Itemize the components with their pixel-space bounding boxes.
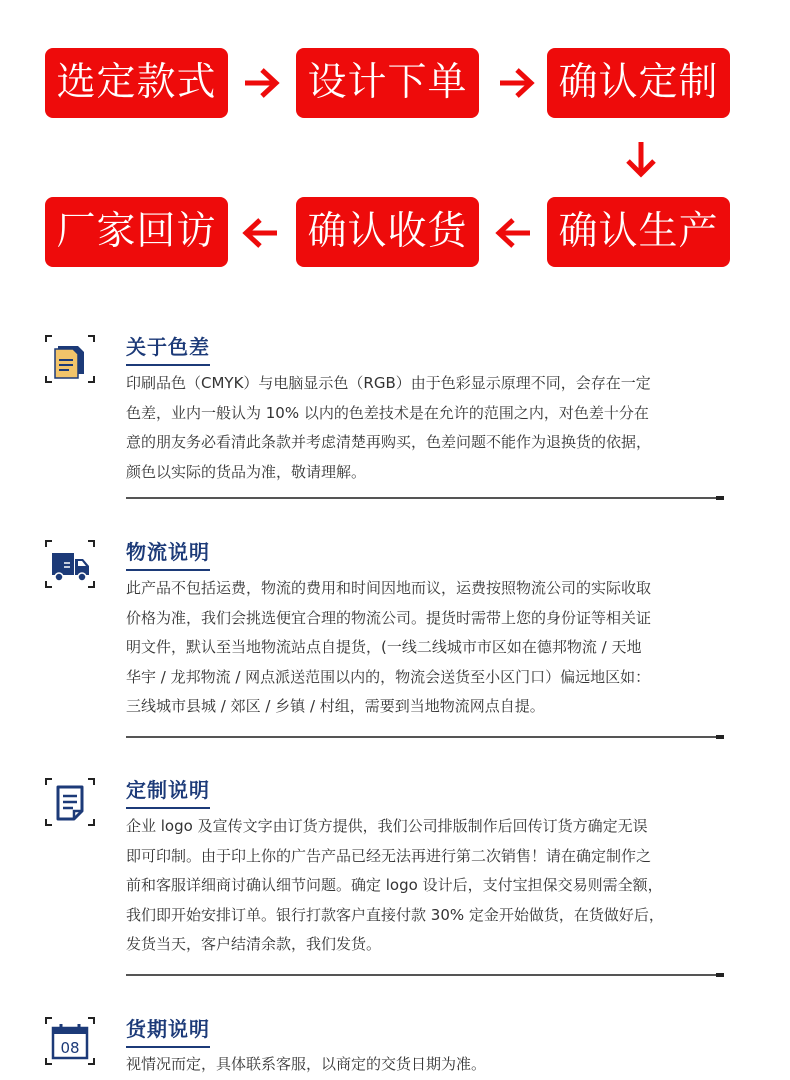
arrow-right-icon xyxy=(497,66,537,100)
body-line: 印刷品色（CMYK）与电脑显示色（RGB）由于色彩显示原理不同，会存在一定 xyxy=(126,374,651,392)
section-body xyxy=(126,1050,706,1080)
section-body xyxy=(126,369,706,487)
arrow-down-icon xyxy=(624,140,658,180)
body-line: 三线城市县城 / 郊区 / 乡镇 / 村组，需要到当地物流网点自提。 xyxy=(126,697,545,715)
section-title: 定制说明 xyxy=(126,777,210,809)
body-line: 明文件，默认至当地物流站点自提货，(一线二线城市市区如在德邦物流 / 天地 xyxy=(126,638,642,656)
calendar-day: 08 xyxy=(60,1039,80,1057)
section-title: 关于色差 xyxy=(126,334,210,366)
section-title: 货期说明 xyxy=(126,1016,210,1048)
body-line: 我们即开始安排订单。银行打款客户直接付款 30% 定金开始做货，在货做好后， xyxy=(126,905,664,924)
body-line: 此产品不包括运费，物流的费用和时间因地而议，运费按照物流公司的实际收取 xyxy=(126,579,652,597)
body-line: 企业 logo 及宣传文字由订货方提供，我们公司排版制作后回传订货方确定无误 xyxy=(126,817,648,835)
step-design-order: 设计下单 xyxy=(296,48,479,118)
arrow-left-icon xyxy=(240,216,280,250)
section-body xyxy=(126,574,706,722)
body-line: 发货当天，客户结清余款，我们发货。 xyxy=(126,935,382,953)
section-divider xyxy=(126,497,724,499)
section-divider xyxy=(126,736,724,738)
step-confirm-production: 确认生产 xyxy=(547,197,730,267)
arrow-left-icon xyxy=(493,216,533,250)
section-divider xyxy=(126,974,724,976)
body-line: 华宇 / 龙邦物流 / 网点派送范围以内的，物流会送货至小区门口）偏远地区如： xyxy=(126,667,651,686)
body-line: 色差，业内一般认为 10% 以内的色差技术是在允许的范围之内，对色差十分在 xyxy=(126,403,649,422)
notepad-icon xyxy=(44,777,96,825)
body-line: 意的朋友务必看清此条款并考虑清楚再购买，色差问题不能作为退换货的依据， xyxy=(126,433,652,451)
body-line: 价格为准，我们会挑选便宜合理的物流公司。提货时需带上您的身份证等相关证 xyxy=(126,608,652,627)
step-confirm-receipt: 确认收货 xyxy=(296,197,479,267)
body-line: 颜色以实际的货品为准，敬请理解。 xyxy=(126,462,367,481)
step-confirm-customization: 确认定制 xyxy=(547,48,730,118)
document-icon xyxy=(44,334,96,382)
arrow-right-icon xyxy=(242,66,282,100)
step-select-style: 选定款式 xyxy=(45,48,228,118)
body-line: 视情况而定，具体联系客服，以商定的交货日期为准。 xyxy=(126,1055,487,1073)
step-factory-follow-up: 厂家回访 xyxy=(45,197,228,267)
calendar-icon xyxy=(44,1016,96,1064)
section-body xyxy=(126,812,706,960)
body-line: 前和客服详细商讨确认细节问题。确定 logo 设计后，支付宝担保交易则需全额， xyxy=(126,876,663,894)
body-line: 即可印制。由于印上你的广告产品已经无法再进行第二次销售！请在确定制作之 xyxy=(126,846,652,865)
truck-icon xyxy=(44,539,96,587)
section-title: 物流说明 xyxy=(126,539,210,571)
